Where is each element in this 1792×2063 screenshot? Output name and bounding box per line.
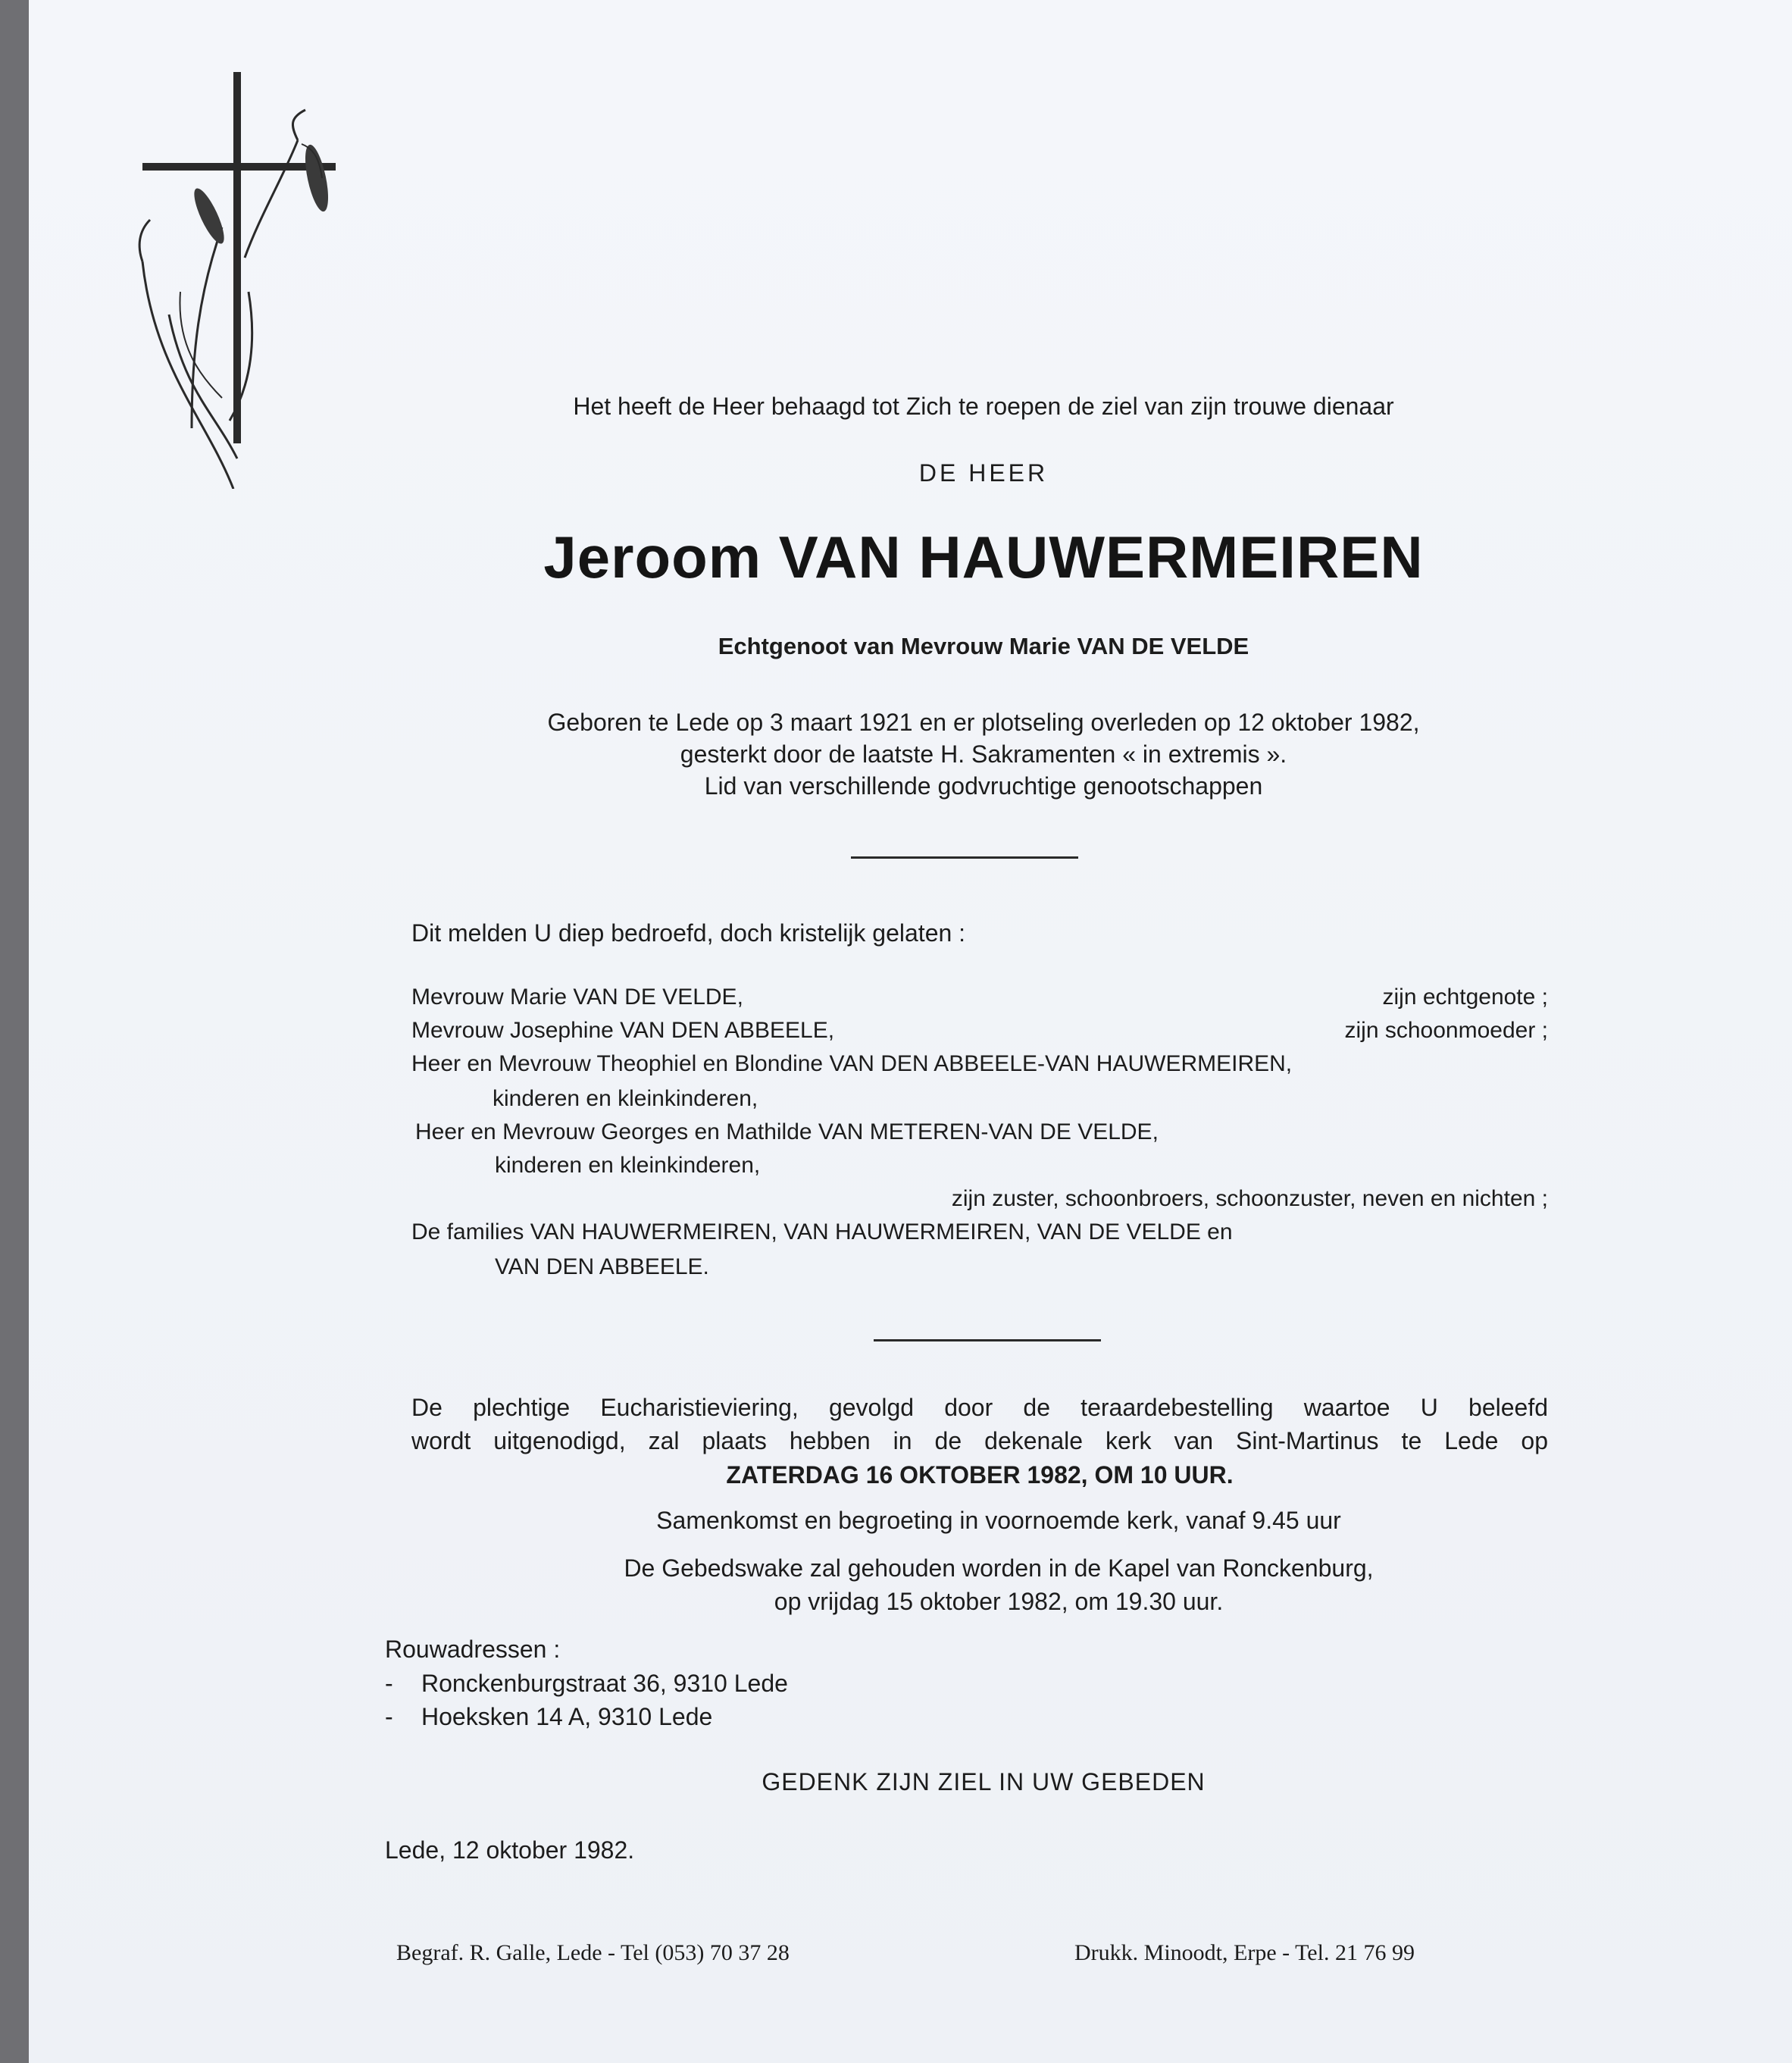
family-member: kinderen en kleinkinderen, <box>493 1086 758 1111</box>
scan-edge <box>0 0 29 2063</box>
membership-line: Lid van verschillende godvruchtige genootschappen <box>704 772 1263 800</box>
family-member: Mevrouw Josephine VAN DEN ABBEELE, <box>411 1018 835 1043</box>
spouse-line: Echtgenoot van Mevrouw Marie VAN DE VELDE <box>718 633 1249 659</box>
addresses-heading: Rouwadressen : <box>385 1636 561 1663</box>
family-member: De families VAN HAUWERMEIREN, VAN HAUWERMEIREN, VAN DE VELDE en <box>411 1219 1233 1244</box>
sacraments-line: gesterkt door de laatste H. Sakramenten « in extremis ». <box>680 740 1287 768</box>
family-relation: zijn zuster, schoonbroers, schoonzuster, neven en nichten ; <box>951 1186 1548 1211</box>
ceremony-line: De plechtige Eucharistieviering, gevolgd door de teraardebestelling waartoe U beleefd <box>411 1394 1548 1421</box>
divider <box>874 1339 1101 1341</box>
address-text: Hoeksken 14 A, 9310 Lede <box>421 1703 713 1730</box>
ceremony-line: wordt uitgenodigd, zal plaats hebben in de dekenale kerk van Sint-Martinus te Lede op <box>411 1427 1548 1454</box>
family-row <box>411 1217 1548 1248</box>
family-row <box>495 1252 1631 1282</box>
family-row <box>493 1084 1629 1114</box>
undertaker-info: Begraf. R. Galle, Lede - Tel (053) 70 37 28 <box>396 1940 790 1965</box>
vigil-line: op vrijdag 15 oktober 1982, om 19.30 uur. <box>774 1588 1224 1615</box>
family-member: Heer en Mevrouw Georges en Mathilde VAN METEREN-VAN DE VELDE, <box>415 1119 1159 1144</box>
family-row <box>411 982 1548 1013</box>
bullet: - <box>385 1670 393 1697</box>
family-row <box>411 1049 1548 1079</box>
vigil-line: De Gebedswake zal gehouden worden in de Kapel van Ronckenburg, <box>624 1554 1374 1582</box>
family-row <box>495 1150 1631 1181</box>
memorial-card <box>29 0 1792 2063</box>
family-row <box>411 1016 1548 1046</box>
printer-info: Drukk. Minoodt, Erpe - Tel. 21 76 99 <box>1074 1940 1415 1965</box>
meeting-info: Samenkomst en begroeting in voornoemde kerk, vanaf 9.45 uur <box>656 1507 1341 1534</box>
address-text: Ronckenburgstraat 36, 9310 Lede <box>421 1670 788 1697</box>
family-relation: zijn echtgenote ; <box>1382 985 1548 1010</box>
family-member: kinderen en kleinkinderen, <box>495 1153 761 1178</box>
family-member: Mevrouw Marie VAN DE VELDE, <box>411 985 743 1010</box>
cross-wheat-icon <box>108 64 351 489</box>
announcement: Dit melden U diep bedroefd, doch kristelijk gelaten : <box>411 919 966 947</box>
ceremony-date: ZATERDAG 16 OKTOBER 1982, OM 10 UUR. <box>726 1461 1234 1489</box>
divider <box>851 856 1078 859</box>
address-item <box>385 1701 712 1733</box>
family-member: Heer en Mevrouw Theophiel en Blondine VAN DEN ABBEELE-VAN HAUWERMEIREN, <box>411 1051 1293 1076</box>
family-row <box>415 1117 1552 1147</box>
family-member: VAN DEN ABBEELE. <box>495 1254 709 1279</box>
birth-line: Geboren te Lede op 3 maart 1921 en er plotseling overleden op 12 oktober 1982, <box>547 709 1420 736</box>
address-item <box>385 1667 788 1699</box>
place-date: Lede, 12 oktober 1982. <box>385 1836 635 1864</box>
bullet: - <box>385 1703 393 1730</box>
birth-details <box>392 706 1575 802</box>
title-prefix: DE HEER <box>918 459 1049 487</box>
intro-text: Het heeft de Heer behaagd tot Zich te roepen de ziel van zijn trouwe dienaar <box>573 393 1394 420</box>
family-relation: zijn schoonmoeder ; <box>1344 1018 1548 1043</box>
deceased-name: Jeroom VAN HAUWERMEIREN <box>543 524 1424 590</box>
closing-prayer: GEDENK ZIJN ZIEL IN UW GEBEDEN <box>762 1768 1206 1795</box>
